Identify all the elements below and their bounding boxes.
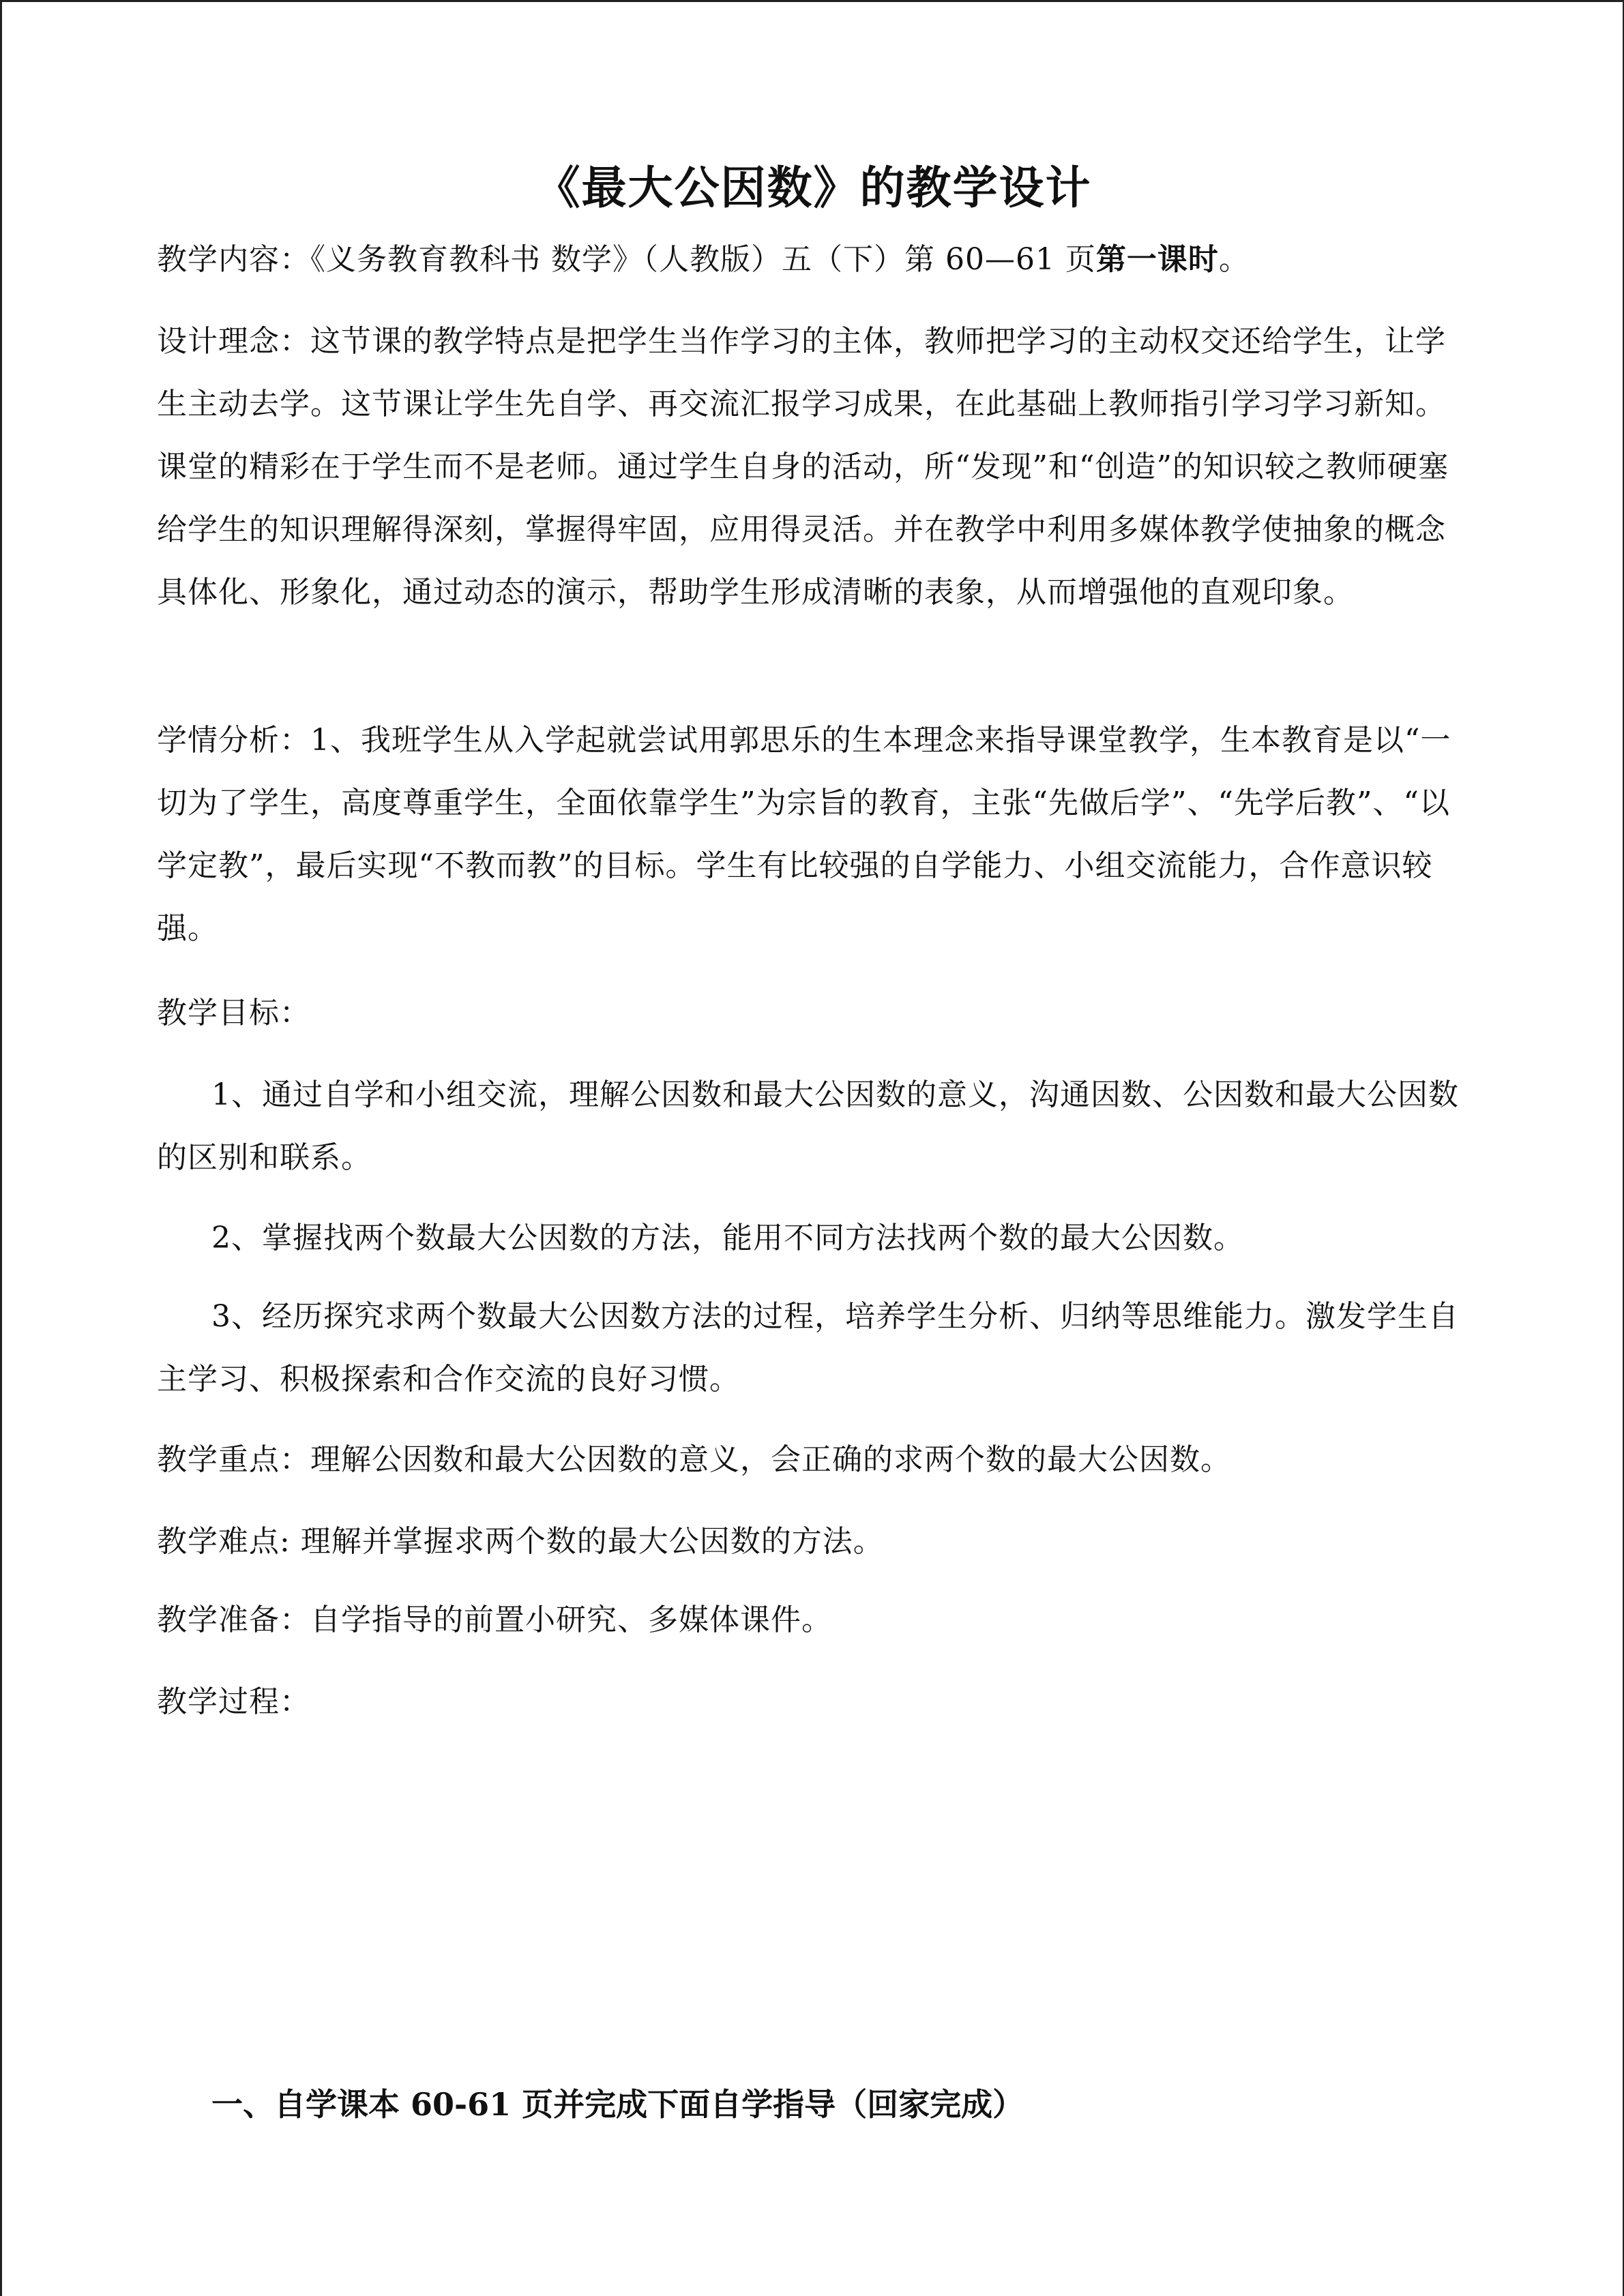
- preparation-line: 教学准备：自学指导的前置小研究、多媒体课件。: [157, 1602, 832, 1637]
- key-point-line: 教学重点：理解公因数和最大公因数的意义，会正确的求两个数的最大公因数。: [157, 1442, 1231, 1477]
- teaching-content-end: 。: [1218, 242, 1250, 277]
- objective-item: 3、经历探究求两个数最大公因数方法的过程，培养学生分析、归纳等思维能力。激发学生自主学习、积极探索和合作交流的良好习惯。: [157, 1299, 1459, 1397]
- objectives-label: 教学目标：: [157, 996, 310, 1030]
- section-one-heading: 一、自学课本 60-61 页并完成下面自学指导（回家完成）: [211, 2086, 1024, 2123]
- document-title: 《最大公因数》的教学设计: [535, 161, 1092, 214]
- objective-item: 2、掌握找两个数最大公因数的方法，能用不同方法找两个数的最大公因数。: [211, 1221, 1244, 1255]
- student-analysis-paragraph: 学情分析：1、我班学生从入学起就尝试用郭思乐的生本理念来指导课堂教学，生本教育是以“一切为了学生，高度尊重学生，全面依靠学生”为宗旨的教育，主张“先做后学”、“先学后教”、“以学定教”，最后实现“不教而教”的目标。学生有比较强的自学能力、小组交流能力，合作意识较强。: [157, 723, 1451, 946]
- teaching-content-label: 教学内容：: [157, 242, 310, 277]
- design-concept-paragraph: 设计理念：这节课的教学特点是把学生当作学习的主体，教师把学习的主动权交还给学生，让学生主动去学。这节课让学生先自学、再交流汇报学习成果，在此基础上教师指引学习学习新知。课堂的精彩在于学生而不是老师。通过学生自身的活动，所“发现”和“创造”的知识较之教师硬塞给学生的知识理解得深刻，掌握得牢固，应用得灵活。并在教学中利用多媒体教学使抽象的概念具体化、形象化，通过动态的演示，帮助学生形成清晰的表象，从而增强他的直观印象。: [157, 324, 1449, 610]
- teaching-content-line: [157, 228, 1470, 291]
- teaching-content-text: 《义务教育教科书 数学》（人教版）五（下）第 60—61 页: [310, 242, 1096, 277]
- lesson-period: 第一课时: [1095, 242, 1219, 277]
- difficulty-line: 教学难点: 理解并掌握求两个数的最大公因数的方法。: [157, 1524, 884, 1559]
- objective-item: 1、通过自学和小组交流，理解公因数和最大公因数的意义，沟通因数、公因数和最大公因数的区别和联系。: [157, 1077, 1459, 1175]
- process-label: 教学过程：: [157, 1684, 310, 1719]
